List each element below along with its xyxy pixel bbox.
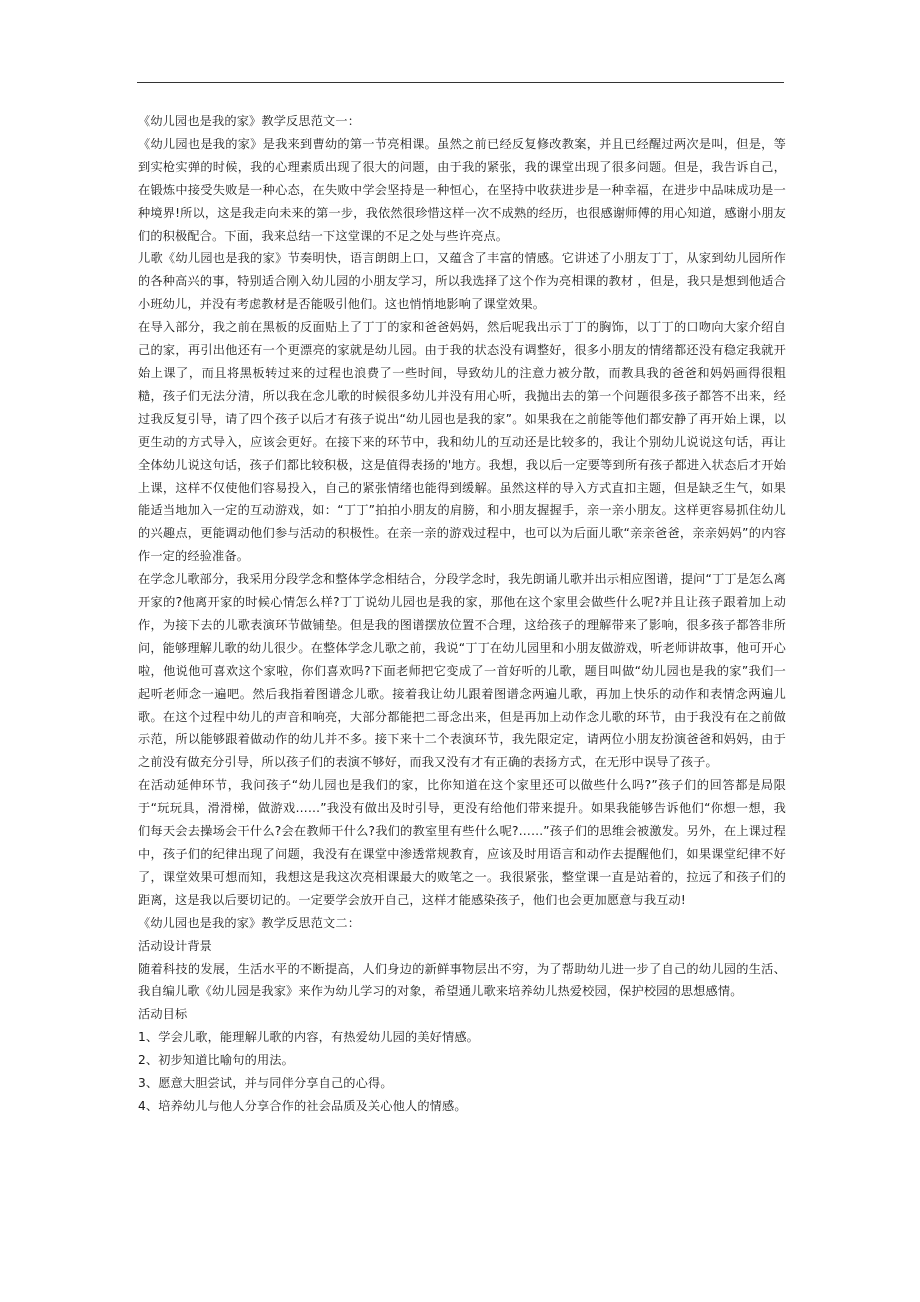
paragraph-learning-part: 在学念儿歌部分，我采用分段学念和整体学念相结合，分段学念时，我先朗诵儿歌并出示相应图谱，提问“丁丁是怎么离开家的?他离开家的时候心情怎么样?丁丁说幼儿园也是我的家，那他在这个家里会做些什么呢?并且让孩子跟着加上动作，为接下去的儿歌表演环节做铺垫。但是我的图谱摆放位置不合理，这给孩子的理解带来了影响，很多孩子都答非所问，能够理解儿歌的幼儿很少。在整体学念儿歌之前，我说“丁丁在幼儿园里和小朋友做游戏，听老师讲故事，他可开心啦，他说他可喜欢这个家啦，你们喜欢吗?下面老师把它变成了一首好听的儿歌，题目叫做“幼儿园也是我的家”我们一起听老师念一遍吧。然后我指着图谱念儿歌。接着我让幼儿跟着图谱念两遍儿歌，再加上快乐的动作和表情念两遍儿歌。在这个过程中幼儿的声音和响亮，大部分都能把二哥念出来，但是再加上动作念儿歌的环节，由于我没有在之前做示范，所以能够跟着做动作的幼儿并不多。接下来十二个表演环节，我先限定定，请两位小朋友扮演爸爸和妈妈，由于之前没有做充分引导，所以孩子们的表演不够好，而我又没有才有正确的表扬方式，在无形中误导了孩子。: [138, 572, 787, 770]
paragraph-extension-part: 在活动延伸环节，我问孩子“幼儿园也是我们的家，比你知道在这个家里还可以做些什么吗?”孩子们的回答都是局限于“玩玩具，滑滑梯，做游戏……”我没有做出及时引导，更没有给他们带来提升。如果我能够告诉他们“你想一想，我们每天会去操场会干什么?会在教师干什么?我们的教室里有些什么呢?……”孩子们的思维会被激发。另外，在上课过程中，孩子们的纪律出现了问题，我没有在课堂中渗透常规教育，应该及时用语言和动作去提醒他们，如果课堂纪律不好了，课堂效果可想而知，我想这是我这次亮相课最大的败笔之一。我很紧张，整堂课一直是站着的，拉远了和孩子们的距离，这是我以后要切记的。一定要学会放开自己，这样才能感染孩子，他们也会更加愿意与我互动!: [138, 778, 786, 907]
paragraph-song: 儿歌《幼儿园也是我的家》节奏明快，语言朗朗上口，又蕴含了丰富的情感。它讲述了小朋友丁丁，从家到幼儿园所作的各种高兴的事，特别适合刚入幼儿园的小朋友学习，所以我选择了这个作为亮相课的教材 ，但是，我只是想到他适合小班幼儿，并没有考虑教材是否能吸引他们。这也悄悄地影响了课堂效果。: [138, 251, 786, 312]
paragraph-background: 随着科技的发展，生活水平的不断提高，人们身边的新鲜事物层出不穷，为了帮助幼儿进一步了自己的幼儿园的生活、我自编儿歌《幼儿园是我家》来作为幼儿学习的对象，希望通儿歌来培养幼儿热爱校园，保护校园的思想感情。: [138, 961, 786, 999]
goal-item-3: 3、愿意大胆尝试，并与同伴分享自己的心得。: [138, 1076, 393, 1091]
paragraph-introduction-part: 在导入部分，我之前在黑板的反面贴上了丁丁的家和爸爸妈妈，然后呢我出示丁丁的胸饰，以丁丁的口吻向大家介绍自己的家，再引出他还有一个更漂亮的家就是幼儿园。由于我的状态没有调整好，很多小朋友的情绪都还没有稳定我就开始上课了，而且将黑板转过来的过程也浪费了一些时间，导致幼儿的注意力被分散，而教具我的爸爸和妈妈画得很粗糙，孩子们无法分清，所以我在念儿歌的时候很多幼儿并没有用心听，我抛出去的第一个问题很多孩子都答不出来，经过我反复引导，请了四个孩子以后才有孩子说出“幼儿园也是我的家”。如果我在之前能等他们都安静了再开始上课，以更生动的方式导入，应该会更好。在接下来的环节中，我和幼儿的互动还是比较多的，我让个别幼儿说说这句话，再让全体幼儿说这句话，孩子们都比较积极，这是值得表扬的'地方。我想，我以后一定要等到所有孩子都进入状态后才开始上课，这样不仅使他们容易投入，自己的紧张情绪也能得到缓解。虽然这样的导入方式直扣主题，但是缺乏生气，如果能适当地加入一定的互动游戏，如：“丁丁”拍拍小朋友的肩膀，和小朋友握握手，亲一亲小朋友。这样更容易抓住幼儿的兴趣点，更能调动他们参与活动的积极性。在亲一亲的游戏过程中，也可以为后面儿歌“亲亲爸爸，亲亲妈妈”的内容作一定的经验准备。: [138, 320, 786, 564]
goal-item-4: 4、培养幼儿与他人分享合作的社会品质及关心他人的情感。: [138, 1098, 467, 1113]
document-body: [138, 110, 786, 1118]
essay-two-title: 《幼儿园也是我的家》教学反思范文二：: [138, 915, 361, 930]
essay-one-title: 《幼儿园也是我的家》教学反思范文一：: [138, 114, 361, 128]
goal-item-1: 1、学会儿歌，能理解儿歌的内容，有热爱幼儿园的美好情感。: [138, 1030, 480, 1045]
header-rule: [137, 82, 784, 83]
section-heading-background: 活动设计背景: [138, 938, 213, 953]
paragraph-intro: 《幼儿园也是我的家》是我来到曹幼的第一节亮相课。虽然之前已经反复修改教案，并且已经醒过两次是叫，但是，等到实枪实弹的时候，我的心理素质出现了很大的问题，由于我的紧张，我的课堂出现了很多问题。但是，我告诉自己，在锻炼中接受失败是一种心态，在失败中学会坚持是一种恒心，在坚持中收获进步是一种幸福，在进步中品味成功是一种境界!所以，这是我走向未来的第一步，我依然很珍惜这样一次不成熟的经历，也很感谢师傅的用心知道，感谢小朋友们的积极配合。下面，我来总结一下这堂课的不足之处与些许亮点。: [138, 136, 786, 243]
section-heading-goals: 活动目标: [138, 1007, 188, 1022]
goal-item-2: 2、初步知道比喻句的用法。: [138, 1053, 294, 1068]
